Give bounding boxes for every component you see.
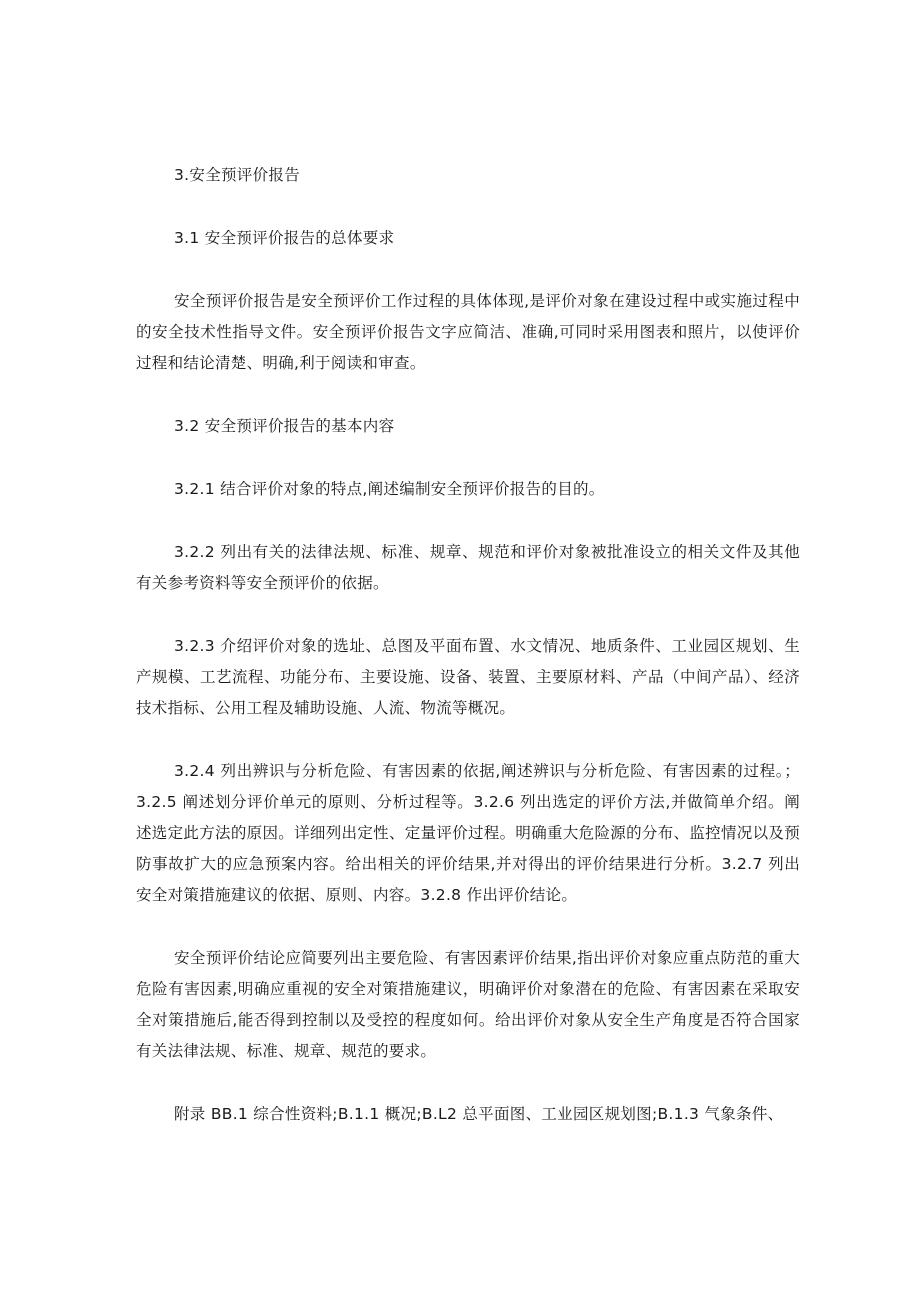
section-heading-3: 3.安全预评价报告 [174, 166, 300, 184]
paragraph-3-2-3: 3.2.3 介绍评价对象的选址、总图及平面布置、水文情况、地质条件、工业园区规划、生产规模、工艺流程、功能分布、主要设施、设备、装置、主要原材料、产品（中间产品）、经济技术指标、公用工程及辅助设施、人流、物流等概况。 [136, 637, 800, 717]
paragraph-conclusion: 安全预评价结论应简要列出主要危险、有害因素评价结果,指出评价对象应重点防范的重大危险有害因素,明确应重视的安全对策措施建议，明确评价对象潜在的危险、有害因素在采取安全对策措施后,能否得到控制以及受控的程度如何。给出评价对象从安全生产角度是否符合国家有关法律法规、标准、规章、规范的要求。 [136, 949, 800, 1060]
document-body [136, 160, 800, 1130]
paragraph-3-2-1: 3.2.1 结合评价对象的特点,阐述编制安全预评价报告的目的。 [174, 480, 605, 498]
paragraph-appendix: 附录 BB.1 综合性资料;B.1.1 概况;B.L2 总平面图、工业园区规划图;B.1.3 气象条件、 [174, 1105, 784, 1123]
section-heading-3-2: 3.2 安全预评价报告的基本内容 [174, 417, 395, 435]
paragraph-3-1: 安全预评价报告是安全预评价工作过程的具体体现,是评价对象在建设过程中或实施过程中的安全技术性指导文件。安全预评价报告文字应简洁、准确,可同时采用图表和照片，以使评价过程和结论清楚、明确,利于阅读和审查。 [136, 292, 800, 372]
section-heading-3-1: 3.1 安全预评价报告的总体要求 [174, 229, 395, 247]
paragraph-3-2-4: 3.2.4 列出辨识与分析危险、有害因素的依据,阐述辨识与分析危险、有害因素的过程。；3.2.5 阐述划分评价单元的原则、分析过程等。3.2.6 列出选定的评价方法,并做简单介绍。阐述选定此方法的原因。详细列出定性、定量评价过程。明确重大危险源的分布、监控情况以及预防事故扩大的应急预案内容。给出相关的评价结果,并对得出的评价结果进行分析。3.2.7 列出安全对策措施建议的依据、原则、内容。3.2.8 作出评价结论。 [136, 762, 800, 904]
paragraph-3-2-2: 3.2.2 列出有关的法律法规、标准、规章、规范和评价对象被批准设立的相关文件及其他有关参考资料等安全预评价的依据。 [136, 543, 800, 592]
